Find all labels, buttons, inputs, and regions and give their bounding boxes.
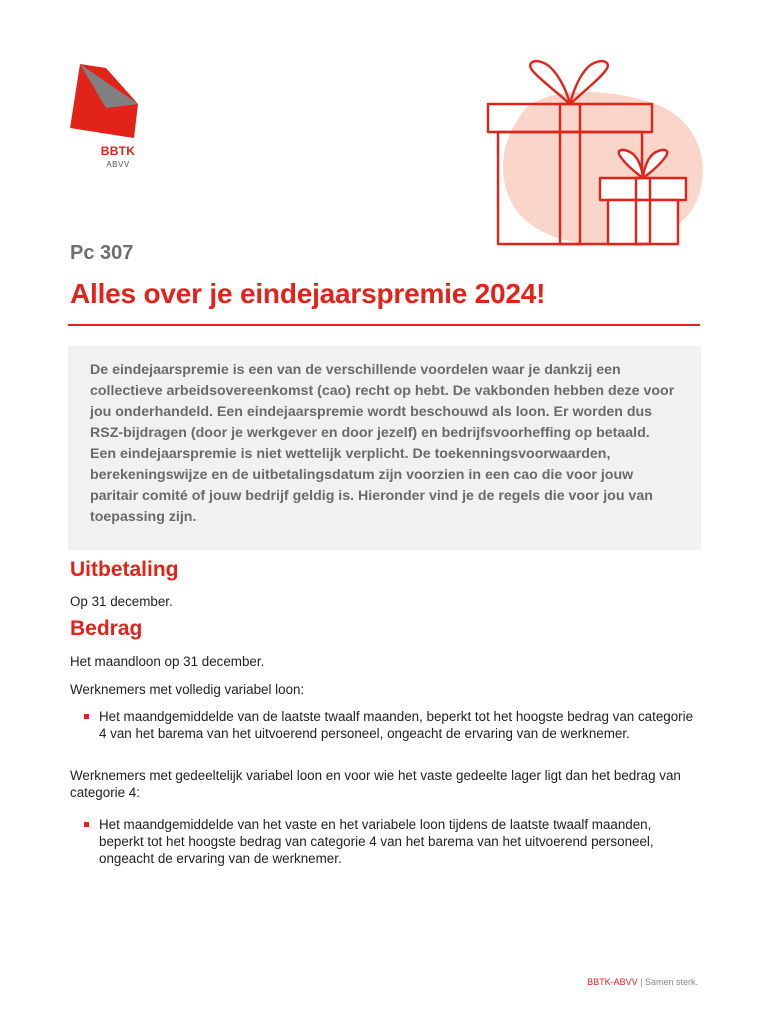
heading-uitbetaling: Uitbetaling	[70, 558, 179, 581]
bedrag-bullet-2-text: Het maandgemiddelde van het vaste en het variabele loon tijdens de laatste twaalf maanden, beperkt tot het hoogste bedrag van categorie 4 van het barema van het uitvoerend personeel, ongeacht de ervaring van de werknemer.	[99, 817, 654, 866]
logo-subtitle: ABVV	[106, 160, 130, 169]
bedrag-para-2: Werknemers met volledig variabel loon:	[70, 682, 305, 697]
bullet-square-icon	[84, 822, 89, 827]
heading-bedrag: Bedrag	[70, 617, 143, 640]
bedrag-para-1: Het maandloon op 31 december.	[70, 654, 265, 669]
bbtk-logo	[66, 64, 146, 169]
intro-box	[68, 346, 701, 550]
gift-illustration	[480, 58, 710, 253]
bedrag-bullet-1-text: Het maandgemiddelde van de laatste twaalf maanden, beperkt tot het hoogste bedrag van categorie 4 van het barema van het uitvoerend personeel, ongeacht de ervaring van de werknemer.	[99, 709, 694, 741]
title-divider	[68, 324, 700, 326]
bbtk-logo-icon	[66, 64, 142, 142]
footer	[587, 977, 698, 987]
gift-boxes-icon	[480, 58, 710, 248]
logo-name: BBTK	[100, 144, 136, 158]
bedrag-bullet-2	[99, 816, 699, 867]
footer-separator: |	[637, 977, 645, 987]
document-subtitle: Pc 307	[70, 242, 134, 264]
bedrag-para-3: Werknemers met gedeeltelijk variabel loon en voor wie het vaste gedeelte lager ligt dan het bedrag van categorie 4:	[70, 768, 681, 800]
footer-slogan: Samen sterk.	[644, 977, 698, 987]
bedrag-bullet-1	[99, 708, 699, 742]
bullet-square-icon	[84, 714, 89, 719]
uitbetaling-text: Op 31 december.	[70, 594, 173, 609]
intro-text: De eindejaarspremie is een van de verschillende voordelen waar je dankzij een collectieve arbeidsovereenkomst (cao) recht op hebt. De vakbonden hebben deze voor jou onderhandeld. Een eindejaarspremie wordt beschouwd als loon. Er worden dus RSZ-bijdragen (door je werkgever en door jezelf) en bedrijfsvoorheffing op betaald. Een eindejaarspremie is niet wettelijk verplicht. De toekenningsvoorwaarden, berekeningswijze en de uitbetalingsdatum zijn voorzien in een cao die voor jouw paritair comité of jouw bedrijf geldig is. Hieronder vind je de regels die voor jou van toepassing zijn.	[90, 362, 675, 525]
document-title: Alles over je eindejaarspremie 2024!	[70, 278, 546, 309]
footer-brand: BBTK-ABVV	[587, 977, 638, 987]
